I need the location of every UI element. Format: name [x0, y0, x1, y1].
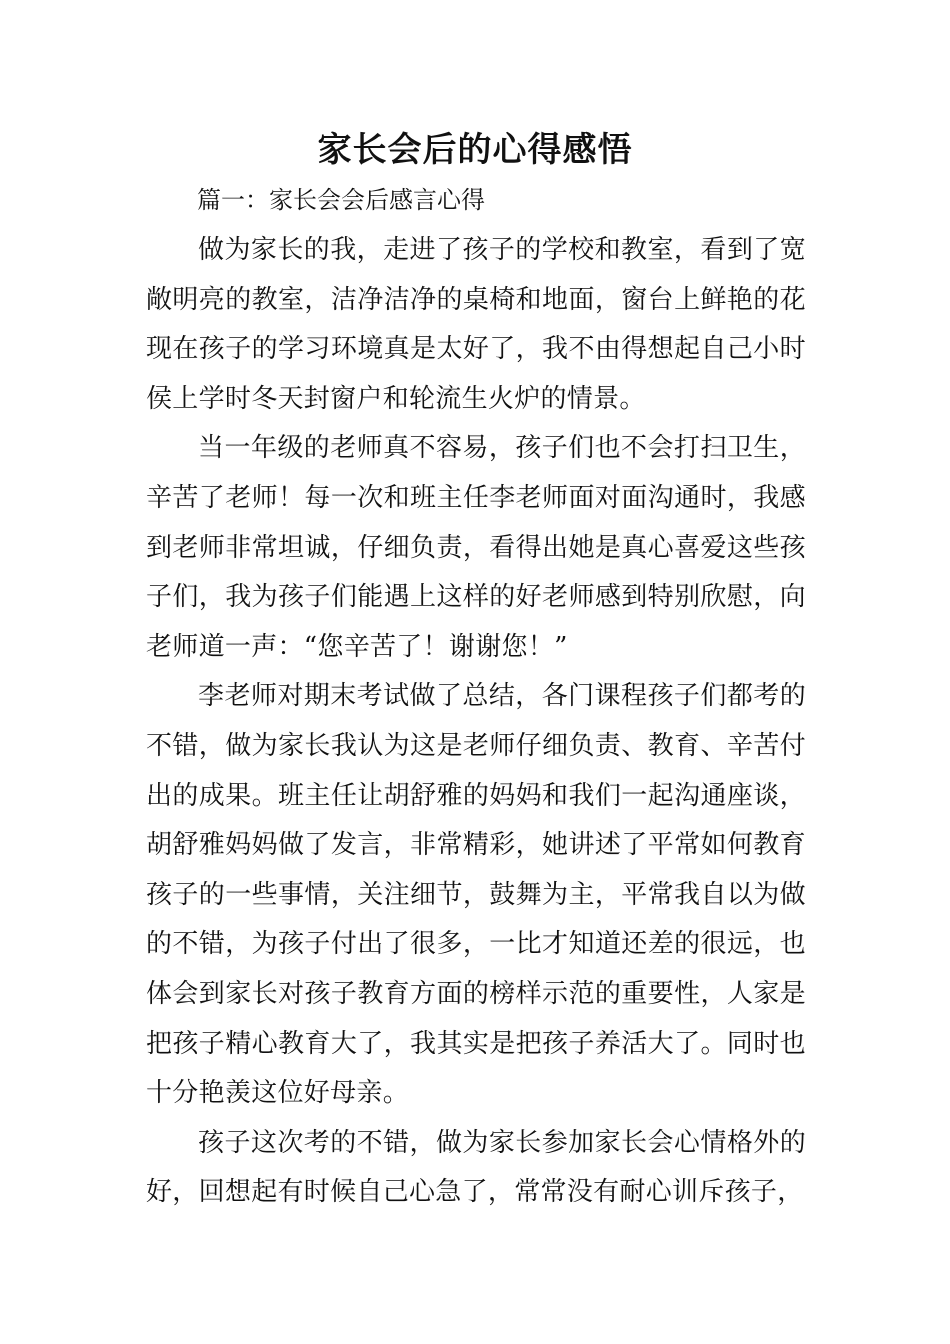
document-subtitle: 篇一：家长会会后感言心得: [197, 186, 485, 214]
document-body: [146, 226, 806, 1218]
document-title: 家长会后的心得感悟: [317, 130, 633, 170]
paragraph-1: 做为家长的我，走进了孩子的学校和教室，看到了宽敞明亮的教室，洁净洁净的桌椅和地面，窗台上鲜艳的花现在孩子的学习环境真是太好了，我不由得想起自己小时侯上学时冬天封窗户和轮流生火炉的情景。: [146, 235, 806, 414]
paragraph-3: 李老师对期末考试做了总结，各门课程孩子们都考的不错，做为家长我认为这是老师仔细负责、教育、辛苦付出的成果。班主任让胡舒雅的妈妈和我们一起沟通座谈，胡舒雅妈妈做了发言，非常精彩，她讲述了平常如何教育孩子的一些事情，关注细节，鼓舞为主，平常我自以为做的不错，为孩子付出了很多，一比才知道还差的很远，也体会到家长对孩子教育方面的榜样示范的重要性，人家是把孩子精心教育大了，我其实是把孩子养活大了。同时也十分艳羡这位好母亲。: [146, 681, 806, 1109]
paragraph-2: 当一年级的老师真不容易，孩子们也不会打扫卫生，辛苦了老师！每一次和班主任李老师面对面沟通时，我感到老师非常坦诚，仔细负责，看得出她是真心喜爱这些孩子们，我为孩子们能遇上这样的好老师感到特别欣慰，向老师道一声：“您辛苦了！谢谢您！”: [146, 433, 806, 662]
paragraph-4: 孩子这次考的不错，做为家长参加家长会心情格外的好，回想起有时候自己心急了，常常没有耐心训斥孩子，: [146, 1127, 806, 1208]
